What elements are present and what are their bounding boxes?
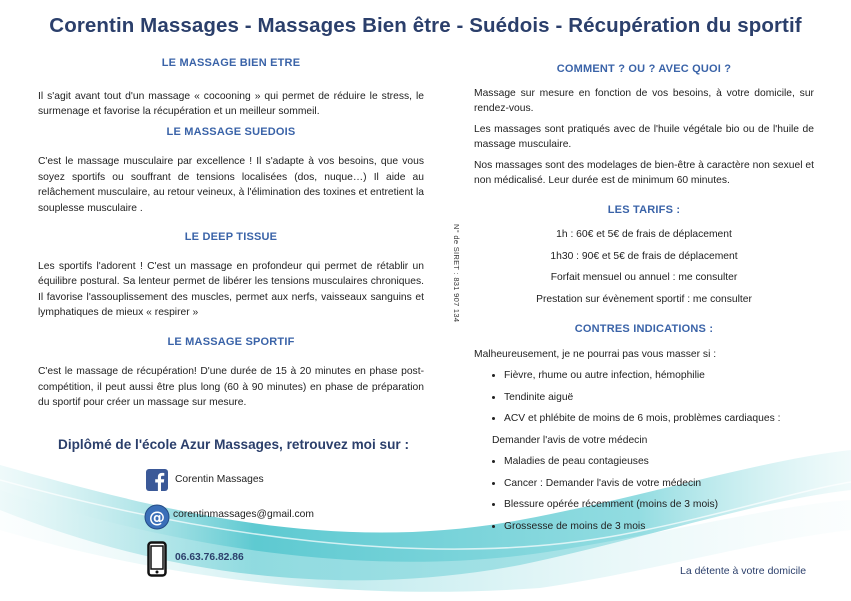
contre-indications-block bbox=[474, 344, 814, 538]
tarif-item: 1h : 60€ et 5€ de frais de déplacement bbox=[556, 229, 732, 240]
list-item: • Blessure opérée récemment (moins de 3 mois) bbox=[504, 494, 814, 516]
list-item: • Maladies de peau contagieuses bbox=[504, 451, 814, 473]
tarif-item: 1h30 : 90€ et 5€ de frais de déplacement bbox=[550, 250, 738, 262]
text-comment-1: Massage sur mesure en fonction de vos besoins, à votre domicile, sur rendez-vous. bbox=[474, 87, 814, 114]
email-link[interactable]: corentinmassages@gmail.com bbox=[173, 509, 314, 520]
heading-tarifs: LES TARIFS : bbox=[607, 203, 681, 216]
list-item: • Fièvre, rhume ou autre infection, hémophilie bbox=[504, 365, 814, 387]
heading-deep-tissue: LE DEEP TISSUE bbox=[184, 231, 278, 243]
text-deep-tissue: Les sportifs l'adorent ! C'est un massage en profondeur qui permet de rétablir un équilibre postural. Sa lenteur permet de libérer les tensions musculaires chroniques. Il favorise l'assouplissement des muscles, permet aux nerfs, vaisseaux sanguins et lymphatiques de mieux « respirer » bbox=[38, 260, 424, 318]
tarifs-list bbox=[474, 224, 814, 310]
contre-note: Demander l'avis de votre médecin bbox=[492, 434, 648, 446]
tarif-item: Forfait mensuel ou annuel : me consulter bbox=[550, 272, 738, 283]
contre-list-2 bbox=[474, 451, 814, 537]
at-sign-icon[interactable] bbox=[144, 504, 170, 530]
tarif-item: Prestation sur évènement sportif : me consulter bbox=[536, 293, 752, 305]
tagline: La détente à votre domicile bbox=[680, 565, 807, 577]
phone-number[interactable]: 06.63.76.82.86 bbox=[175, 552, 244, 563]
text-massage-bien-etre: Il s'agit avant tout d'un massage « cocooning » qui permet de réduire le stress, le surmenage et favorise la récupération et un meilleur sommeil. bbox=[38, 90, 424, 117]
text-massage-suedois: C'est le massage musculaire par excellence ! Il s'adapte à vos besoins, que vous soyez sportifs ou souffrant de tensions localisées (dos, nuque…) Il aide au relâchement musculaire, au retour veineux, à l'élimination des toxines et entretient la souplesse musculaire . bbox=[38, 156, 424, 214]
list-item: • Grossesse de moins de 3 mois bbox=[504, 516, 814, 538]
phone-icon bbox=[147, 541, 167, 577]
left-column bbox=[38, 56, 424, 411]
contre-intro: Malheureusement, je ne pourrai pas vous masser si : bbox=[474, 348, 717, 360]
text-comment-3: Nos massages sont des modelages de bien-être à caractère non sexuel et non médicalisé. Leur durée est de minimum 60 minutes. bbox=[474, 159, 814, 186]
contre-list-1 bbox=[474, 365, 814, 430]
heading-comment: COMMENT ? OU ? AVEC QUOI ? bbox=[556, 63, 732, 75]
text-massage-sportif: C'est le massage de récupération! D'une durée de 15 à 20 minutes en phase post-compétition, il peut aussi être plus long (60 à 90 minutes) en phase de préparation du sportif pour créer un massage sur mesure. bbox=[38, 366, 424, 408]
right-column bbox=[474, 62, 814, 537]
svg-text:@: @ bbox=[149, 507, 165, 527]
diplome-heading: Diplômé de l'école Azur Massages, retrouvez moi sur : bbox=[58, 437, 409, 452]
page-title: Corentin Massages - Massages Bien être - Suédois - Récupération du sportif bbox=[49, 14, 802, 37]
list-item: • Cancer : Demander l'avis de votre médecin bbox=[504, 473, 814, 495]
heading-massage-sportif: LE MASSAGE SPORTIF bbox=[167, 335, 295, 348]
heading-contre-indications: CONTRES INDICATIONS : bbox=[574, 323, 714, 335]
text-comment-2: Les massages sont pratiqués avec de l'huile végétale bio ou de l'huile de massage musculaire. bbox=[474, 123, 814, 150]
siret-number: N° de SIRET : 831 907 134 bbox=[452, 224, 461, 323]
heading-massage-bien-etre: LE MASSAGE BIEN ETRE bbox=[161, 57, 301, 69]
facebook-link[interactable]: Corentin Massages bbox=[175, 474, 264, 485]
list-item: • ACV et phlébite de moins de 6 mois, problèmes cardiaques : bbox=[504, 408, 814, 430]
heading-massage-suedois: LE MASSAGE SUEDOIS bbox=[166, 125, 296, 138]
list-item: • Tendinite aiguë bbox=[504, 387, 814, 409]
facebook-icon[interactable] bbox=[146, 469, 168, 491]
